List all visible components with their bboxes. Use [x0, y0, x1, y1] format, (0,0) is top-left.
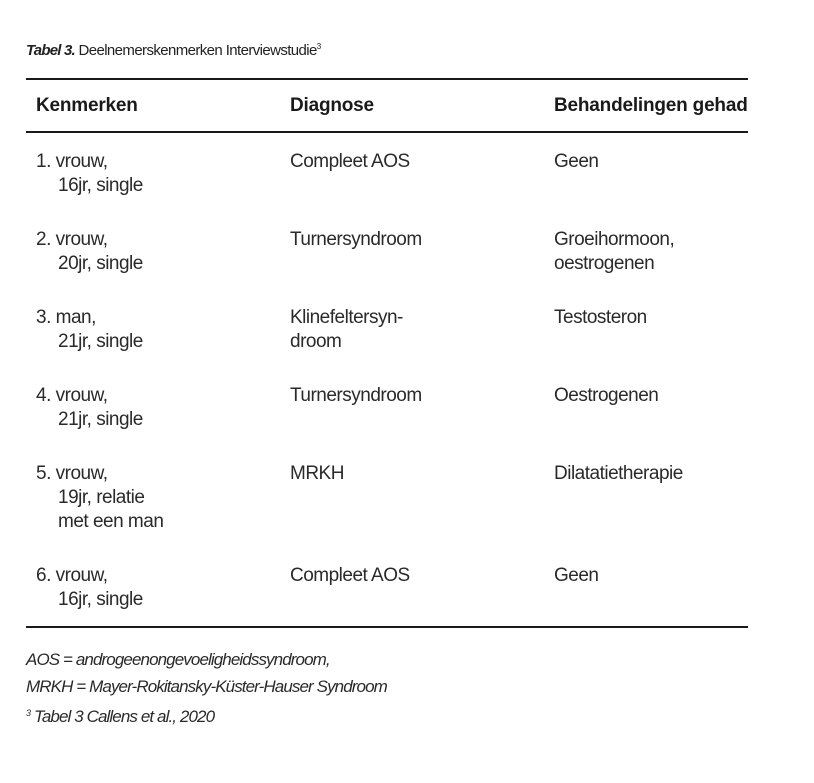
- row-kenmerk-line2: 21jr, single: [58, 409, 143, 430]
- caption-footnote-marker: 3: [316, 42, 321, 51]
- row-number: 5.: [36, 463, 51, 484]
- cell-diagnose: Compleet AOS: [290, 151, 410, 172]
- table-row: [26, 384, 748, 462]
- table-row: [26, 228, 748, 306]
- table-footnotes: [26, 646, 748, 730]
- cell-kenmerken: [26, 564, 280, 627]
- row-kenmerk-line3: met een man: [58, 511, 164, 532]
- cell-behandeling: Geen: [554, 151, 599, 172]
- row-kenmerk-line2: 16jr, single: [58, 589, 143, 610]
- footnote-source: [26, 700, 748, 730]
- cell-behandeling: Geen: [554, 565, 599, 586]
- footnote-aos: AOS = androgeenongevoeligheidssyndroom,: [26, 650, 330, 669]
- document-page: [26, 38, 748, 730]
- caption-label: Tabel 3.: [26, 42, 75, 59]
- cell-diagnose: MRKH: [290, 463, 344, 484]
- table-row: [26, 132, 748, 228]
- table-header-row: [26, 80, 748, 132]
- table-row: [26, 564, 748, 627]
- row-number: 3.: [36, 307, 51, 328]
- cell-kenmerken: [26, 132, 280, 228]
- table-caption: [26, 38, 748, 59]
- header-kenmerken: Kenmerken: [26, 80, 280, 132]
- row-kenmerk-line1: vrouw,: [55, 151, 108, 172]
- table-row: [26, 462, 748, 564]
- cell-kenmerken: [26, 306, 280, 384]
- row-kenmerk-line2: 21jr, single: [58, 331, 143, 352]
- row-number: 1.: [36, 151, 51, 172]
- row-number: 2.: [36, 229, 51, 250]
- header-diagnose: Diagnose: [280, 80, 544, 132]
- cell-diagnose-text: Klinefeltersyn-droom: [290, 307, 403, 352]
- row-number: 6.: [36, 565, 51, 586]
- row-kenmerk-line1: vrouw,: [55, 463, 108, 484]
- header-behandelingen: Behandelingen gehad: [544, 80, 748, 132]
- row-kenmerk-line1: vrouw,: [55, 565, 108, 586]
- table-row: [26, 306, 748, 384]
- footnote-mrkh: MRKH = Mayer-Rokitansky-Küster-Hauser Syndroom: [26, 677, 387, 696]
- cell-diagnose: [280, 306, 544, 384]
- footnote-source-marker: 3: [26, 708, 31, 718]
- cell-behandeling: Dilatatietherapie: [554, 463, 683, 484]
- row-kenmerk-line2: 16jr, single: [58, 175, 143, 196]
- cell-kenmerken: [26, 228, 280, 306]
- cell-kenmerken: [26, 462, 280, 564]
- cell-behandeling: Oestrogenen: [554, 385, 659, 406]
- row-kenmerk-line2: 19jr, relatie: [58, 487, 145, 508]
- cell-kenmerken: [26, 384, 280, 462]
- cell-behandeling: Testosteron: [554, 307, 647, 328]
- participants-table: [26, 80, 748, 628]
- row-kenmerk-line1: vrouw,: [55, 385, 108, 406]
- footnote-source-text: Tabel 3 Callens et al., 2020: [33, 707, 215, 726]
- caption-text: Deelnemerskenmerken Interviewstudie: [78, 42, 317, 59]
- cell-diagnose: Turnersyndroom: [290, 229, 422, 250]
- cell-diagnose: Compleet AOS: [290, 565, 410, 586]
- row-number: 4.: [36, 385, 51, 406]
- cell-diagnose: Turnersyndroom: [290, 385, 422, 406]
- row-kenmerk-line2: 20jr, single: [58, 253, 143, 274]
- cell-behandeling: Groeihormoon, oestrogenen: [554, 229, 675, 274]
- row-kenmerk-line1: vrouw,: [55, 229, 108, 250]
- row-kenmerk-line1: man,: [55, 307, 96, 328]
